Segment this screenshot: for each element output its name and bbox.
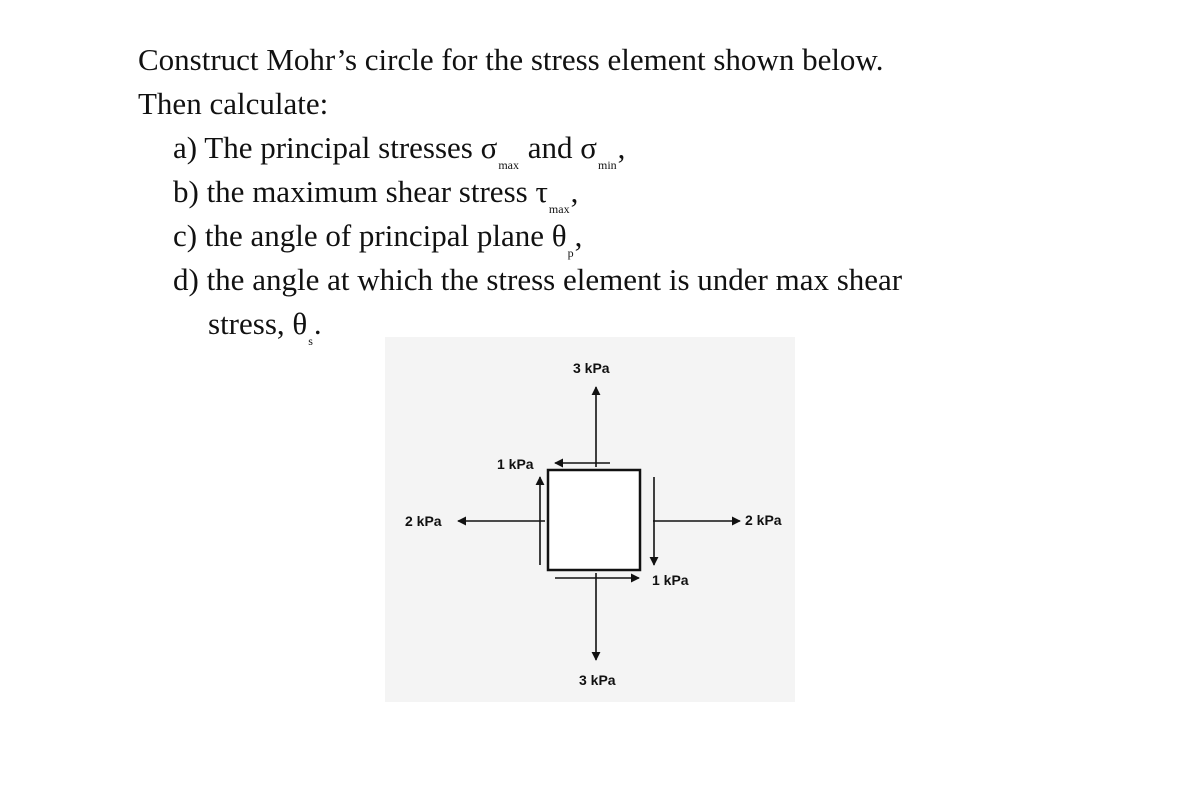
bottom-normal-label: 3 kPa: [579, 672, 616, 688]
intro-line-2: Then calculate:: [138, 86, 329, 121]
part-a-suffix: ,: [617, 130, 626, 165]
bottom-shear-label: 1 kPa: [652, 572, 689, 588]
stress-element-diagram: [385, 337, 795, 702]
part-d-line-1: d) the angle at which the stress element is under max shear: [173, 262, 903, 297]
part-b: [138, 170, 1158, 214]
left-normal-label: 2 kPa: [405, 513, 442, 529]
part-a-prefix: a) The principal stresses σ: [173, 130, 498, 165]
part-b-prefix: b) the maximum shear stress τ: [173, 174, 548, 209]
part-b-suffix: ,: [570, 174, 579, 209]
part-b-sub: max: [548, 202, 570, 216]
top-normal-label: 3 kPa: [573, 360, 610, 376]
part-c-suffix: ,: [574, 218, 583, 253]
part-d-sub: s: [308, 334, 313, 348]
problem-statement: [138, 38, 1158, 346]
part-a: [138, 126, 1158, 170]
top-shear-label: 1 kPa: [497, 456, 534, 472]
part-c-sub: p: [567, 246, 574, 260]
part-c-prefix: c) the angle of principal plane θ: [173, 218, 567, 253]
intro-line-1: Construct Mohr’s circle for the stress element shown below.: [138, 42, 884, 77]
right-normal-label: 2 kPa: [745, 512, 782, 528]
stress-element-figure: [385, 337, 795, 702]
part-a-sub-min: min: [597, 158, 617, 172]
part-d-prefix: stress, θ: [208, 306, 308, 341]
part-a-sub-max: max: [498, 158, 519, 172]
part-c: [138, 214, 1158, 258]
part-d-suffix: .: [313, 306, 322, 341]
part-a-mid: and σ: [520, 130, 597, 165]
stress-element-square: [548, 470, 640, 570]
